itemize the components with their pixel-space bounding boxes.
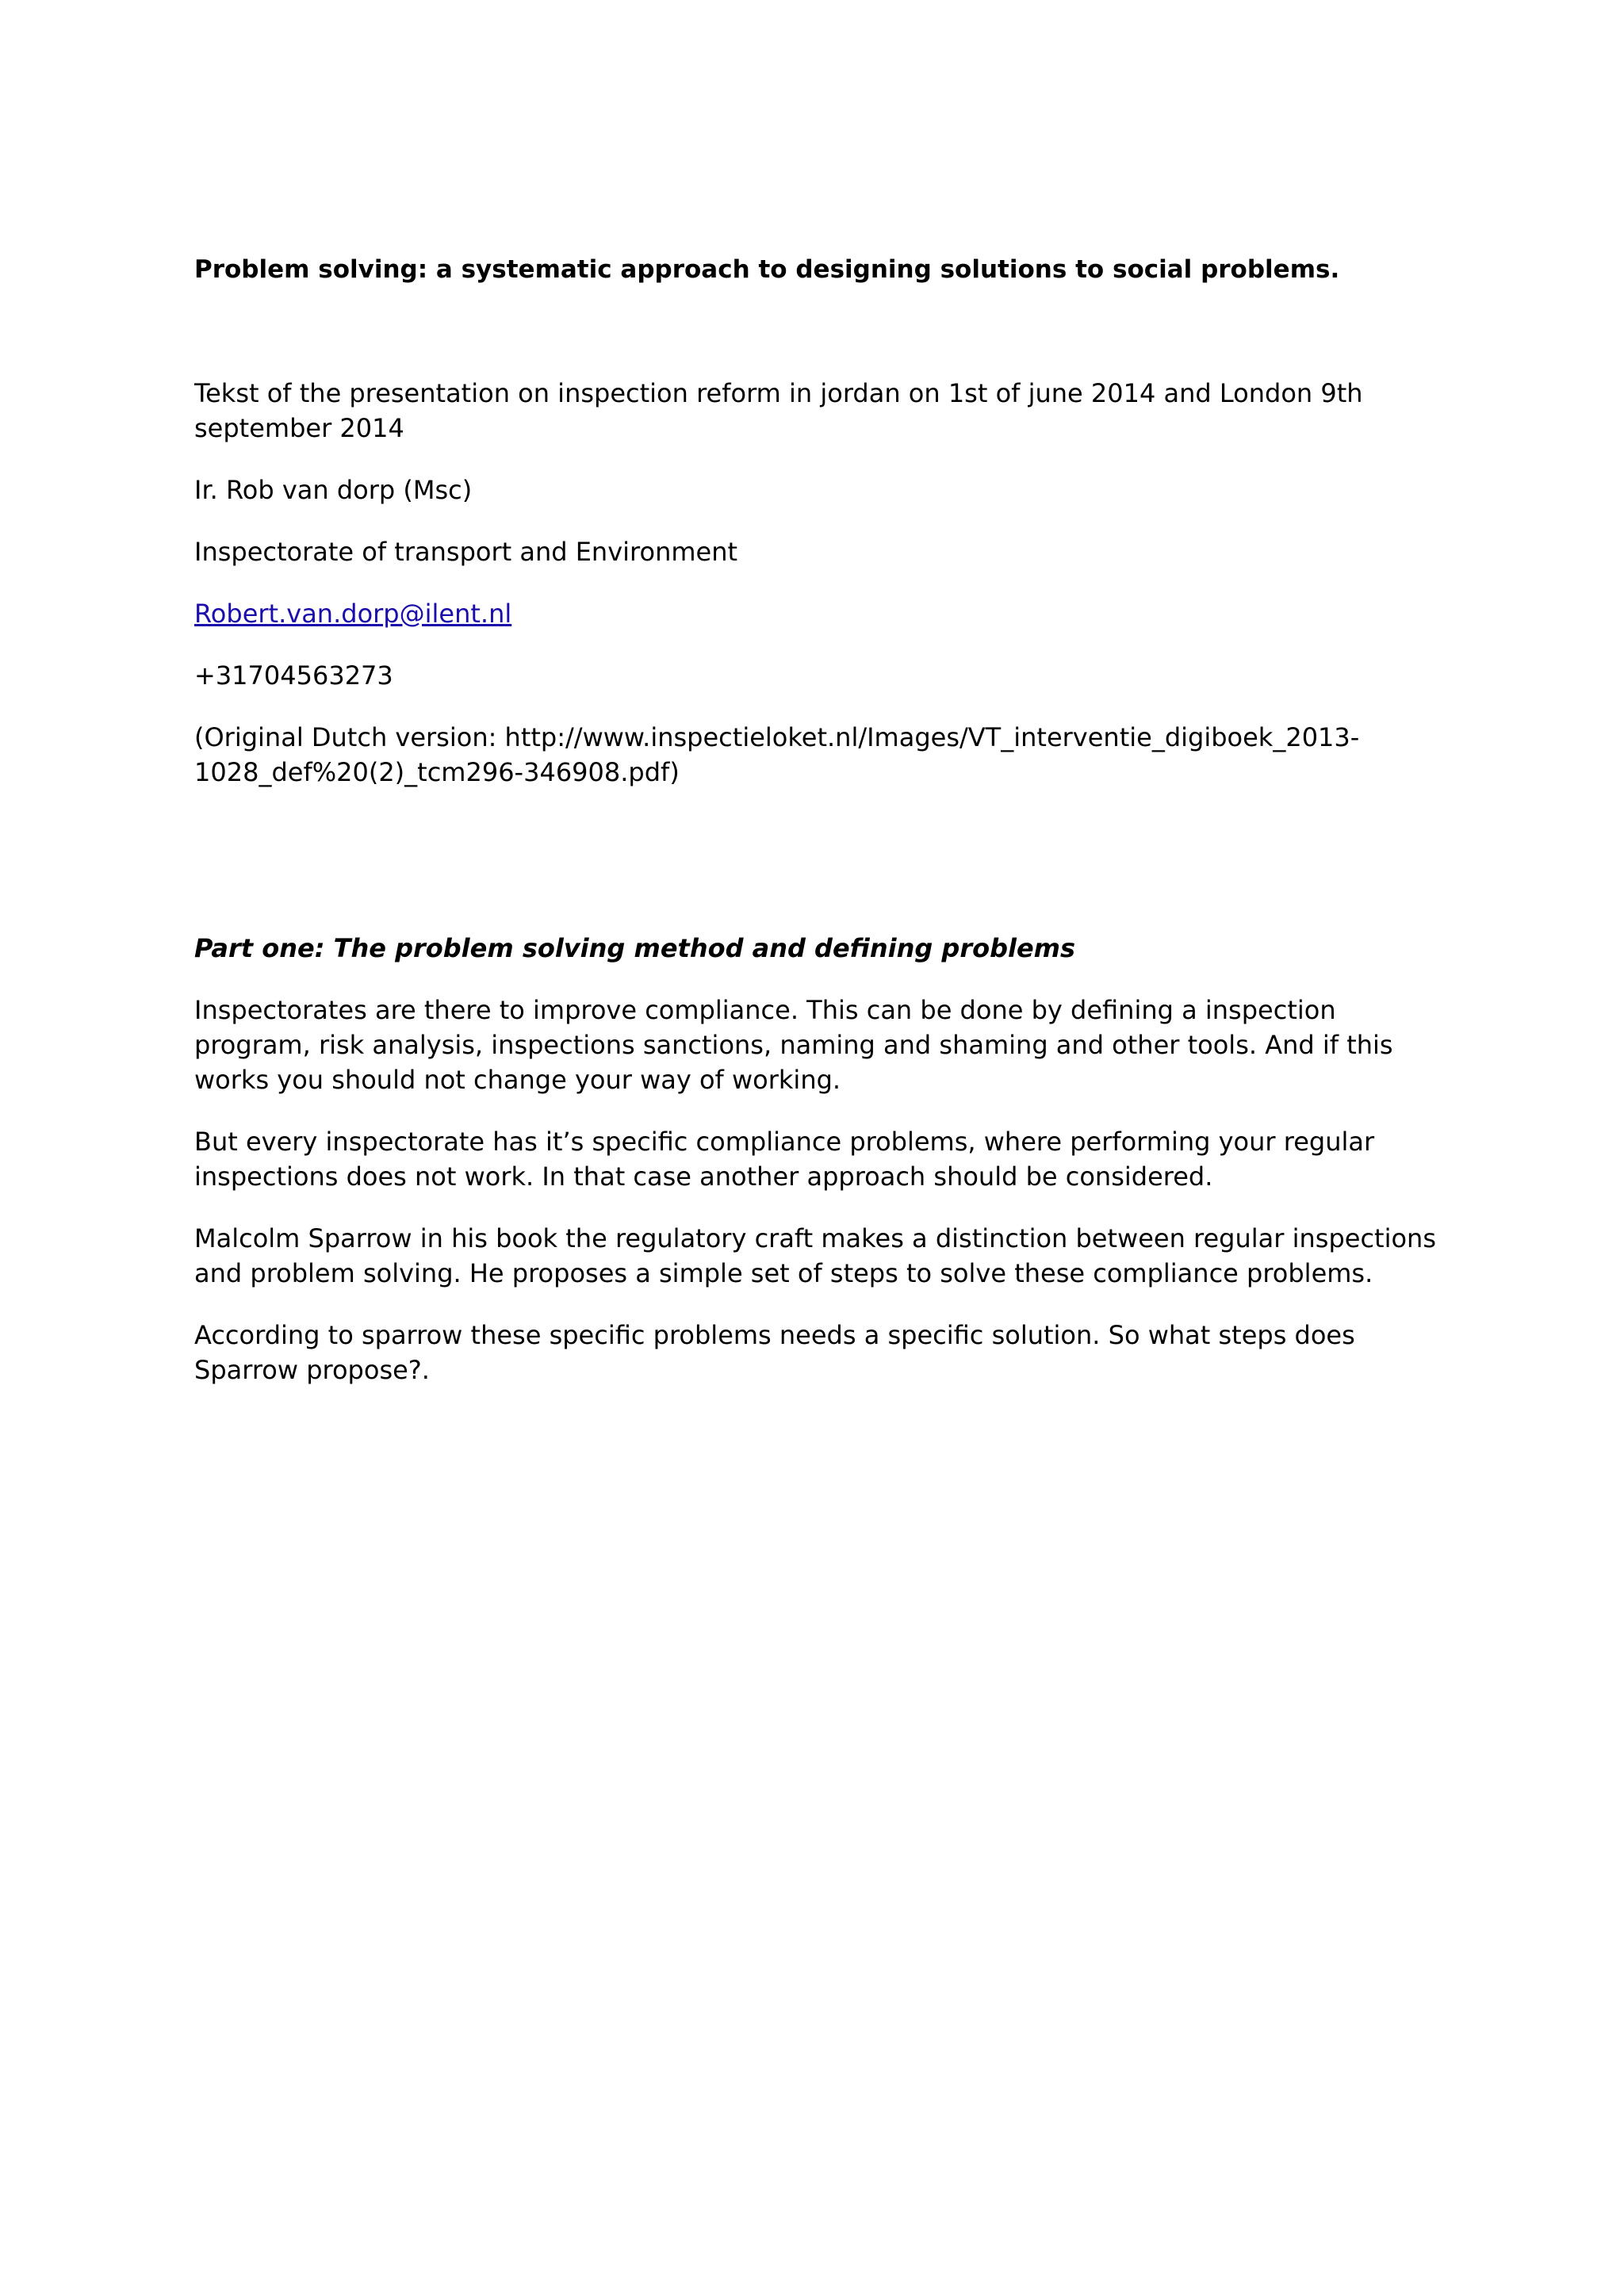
spacer bbox=[194, 790, 1447, 931]
spacer bbox=[194, 1097, 1447, 1124]
phone-number: +31704563273 bbox=[194, 660, 393, 691]
spacer bbox=[194, 693, 1447, 720]
email-line bbox=[194, 596, 1447, 631]
spacer bbox=[194, 507, 1447, 534]
presentation-text: Tekst of the presentation on inspection reform in jordan on 1st of june 2014 and London 9th september 2014 bbox=[194, 378, 1363, 443]
spacer bbox=[194, 446, 1447, 473]
spacer bbox=[194, 966, 1447, 993]
paragraph-4: According to sparrow these specific problems needs a specific solution. So what steps does Sparrow propose?. bbox=[194, 1320, 1355, 1385]
spacer bbox=[194, 287, 1447, 376]
email-link[interactable]: Robert.van.dorp@ilent.nl bbox=[194, 599, 512, 629]
section-heading-part-one: Part one: The problem solving method and defining problems bbox=[194, 933, 1076, 963]
spacer bbox=[194, 569, 1447, 596]
spacer bbox=[194, 1291, 1447, 1318]
paragraph-2: But every inspectorate has it’s specific compliance problems, where performing your regular inspections does not work. In that case another approach should be considered. bbox=[194, 1127, 1375, 1192]
spacer bbox=[194, 1194, 1447, 1221]
spacer bbox=[194, 631, 1447, 658]
author-name: Ir. Rob van dorp (Msc) bbox=[194, 475, 473, 505]
paragraph-1: Inspectorates are there to improve compliance. This can be done by defining a inspection program, risk analysis, inspections sanctions, naming and shaming and other tools. And if this works you should not change your way of working. bbox=[194, 995, 1393, 1095]
organization-name: Inspectorate of transport and Environment bbox=[194, 537, 738, 567]
original-version-note: (Original Dutch version: http://www.inspectieloket.nl/Images/VT_interventie_digiboek_2013-1028_def%20(2)_tcm296-346908.pdf) bbox=[194, 722, 1360, 787]
document-title: Problem solving: a systematic approach to designing solutions to social problems. bbox=[194, 255, 1340, 284]
document-body bbox=[194, 252, 1447, 1387]
paragraph-3: Malcolm Sparrow in his book the regulatory craft makes a distinction between regular inspections and problem solving. He proposes a simple set of steps to solve these compliance problems. bbox=[194, 1223, 1436, 1288]
